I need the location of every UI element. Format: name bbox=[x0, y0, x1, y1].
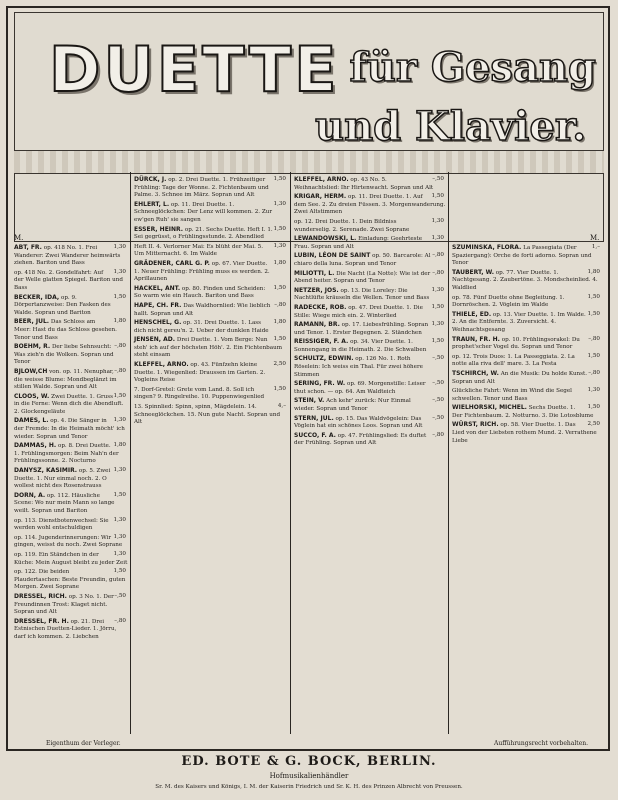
catalog-entry bbox=[14, 393, 128, 417]
column-rule-3 bbox=[448, 172, 449, 734]
entry-composer: LEWANDOWSKI, L. bbox=[294, 235, 357, 243]
column-rule-1 bbox=[130, 172, 131, 734]
catalog-entry bbox=[14, 534, 128, 550]
entry-description: op. 418 No. 2. Gondelfahrt: Auf der Welle glatten Spiegel. Bariton und Bass bbox=[14, 269, 123, 291]
entry-price: –,80 bbox=[114, 617, 126, 624]
catalog-column-1 bbox=[14, 244, 128, 643]
title-und-klavier: und Klavier. bbox=[315, 103, 587, 150]
entry-description: op. 4. Die Sänger in der Fremde: In die Heimath möcht' ich wieder. Sopran und Tenor bbox=[14, 418, 125, 440]
entry-description: op. 122. Die beiden Plaudertaschen: Beste Freundin, guten Morgen. Zwei Soprane bbox=[14, 569, 126, 591]
catalog-entry bbox=[452, 353, 602, 369]
entry-composer: DRESSEL, FR. H. bbox=[14, 617, 69, 625]
entry-price: 1,30 bbox=[113, 516, 126, 523]
entry-price: 1,50 bbox=[431, 193, 444, 200]
entry-description: op. 15. Das Waldvögelein: Das Vöglein hat ein schönes Loos. Sopran und Alt bbox=[294, 415, 423, 430]
entry-composer: LUBIN, LÉON DE SAINT bbox=[294, 252, 371, 260]
entry-composer: SCHULTZ, EDWIN. bbox=[294, 355, 354, 363]
entry-price: 1,50 bbox=[587, 293, 600, 300]
entry-composer: STERN, JUL. bbox=[294, 414, 334, 422]
entry-price: 1,30 bbox=[273, 242, 286, 249]
catalog-entry bbox=[452, 336, 602, 352]
entry-price: 1,– bbox=[591, 244, 600, 250]
catalog-entry bbox=[14, 517, 128, 533]
entry-composer: KRIGAR, HERM. bbox=[294, 193, 347, 201]
entry-description: op. 112. Häusliche Scene: Wo nur mein Mann so lange weilt. Sopran und Bariton bbox=[14, 492, 115, 514]
entry-price: 1,50 bbox=[273, 284, 286, 291]
catalog-entry bbox=[14, 442, 128, 466]
entry-composer: RAMANN, BR. bbox=[294, 321, 340, 329]
catalog-entry bbox=[452, 404, 602, 420]
entry-description: op. 78. Fünf Duette ohne Begleitung. 1. Dornröschen. 2. Vöglein im Walde bbox=[452, 294, 565, 309]
entry-description: op. 13. Vier Duette. 1. Im Walde. 2. An die Entfernte. 3. Zuversicht. 4. Weihnachtsgesang bbox=[452, 311, 586, 333]
catalog-entry bbox=[294, 218, 446, 234]
column-rule-2 bbox=[290, 172, 291, 734]
entry-composer: HENSCHEL, G. bbox=[134, 319, 182, 327]
title-duette: DUETTE bbox=[49, 33, 340, 106]
catalog-entry bbox=[14, 343, 128, 367]
entry-description: Ach kehr' zurück: Nur Einmal wieder. Sopran und Tenor bbox=[294, 398, 411, 413]
entry-description: Die Nacht (La Notte): Wie ist der Abend heiter. Sopran und Tenor bbox=[294, 270, 431, 285]
entry-description: op. 114. Jugenderinnerungen: Wir gingen, weisst du noch. Zwei Soprane bbox=[14, 534, 123, 549]
entry-description: op. 10. Frühlingsorakel: Du prophet'scher Vogel du. Sopran und Tenor bbox=[452, 336, 580, 351]
catalog-column-2 bbox=[134, 176, 288, 428]
entry-price: 1,50 bbox=[273, 225, 286, 232]
entry-price: –,80 bbox=[432, 269, 444, 276]
catalog-column-3 bbox=[294, 176, 446, 449]
entry-composer: HACKEL, ANT. bbox=[134, 284, 181, 292]
entry-price: 1,50 bbox=[587, 310, 600, 317]
catalog-entry bbox=[134, 386, 288, 402]
publisher-patronage: Sr. M. des Kaisers und Königs, I. M. der Kaiserin Friedrich und Sr. K. H. des Prinzen Albrecht von Preussen. bbox=[155, 784, 463, 790]
catalog-entry bbox=[134, 243, 288, 259]
entry-price: 2,50 bbox=[273, 361, 286, 368]
entry-composer: TAUBERT, W. bbox=[452, 268, 494, 276]
entry-price: 1,80 bbox=[273, 319, 286, 326]
entry-description: op. 9. Dörpertanzweise: Den Fasken des Walde. Sopran und Bariton bbox=[14, 294, 111, 316]
entry-description: op. 12. Trois Duos: 1. La Passeggiata. 2. La notte alla riva dell' mare. 3. La Festa bbox=[452, 353, 575, 368]
entry-price: 1,30 bbox=[113, 244, 126, 250]
entry-description: Der liebe Sehnsucht: Was zieh'n die Wolken. Sopran und Tenor bbox=[14, 344, 114, 366]
entry-composer: DANYSZ, KASIMIR. bbox=[14, 467, 78, 475]
entry-composer: DAMMAS, H. bbox=[14, 442, 57, 450]
catalog-entry bbox=[14, 318, 128, 342]
entry-composer: STEIN, V. bbox=[294, 397, 325, 405]
entry-price: –,80 bbox=[432, 431, 444, 438]
entry-price: 4,– bbox=[277, 403, 286, 410]
entry-price: 1,30 bbox=[113, 467, 126, 474]
entry-description: op. 11. Drei Duette. 1. Auf dem See. 2. Zu dreien Füssen. 3. Morgenwanderung. Zwei Altstimmen bbox=[294, 194, 446, 216]
entry-composer: GRÄDENER, CARL G. P. bbox=[134, 259, 210, 267]
ornament-band bbox=[14, 150, 604, 174]
catalog-entry bbox=[14, 492, 128, 516]
entry-description: op. 13. Die Loreley: Die Nachtlüfte kräuseln die Wellen. Tenor und Bass bbox=[294, 287, 430, 302]
entry-price: –,50 bbox=[432, 380, 444, 387]
entry-composer: DAMES, L. bbox=[14, 417, 49, 425]
entry-price: –,50 bbox=[432, 355, 444, 362]
catalog-entry bbox=[294, 415, 446, 431]
entry-description: 13. Spinnlied: Spinn, spinn, Mägdelein. 14. Schneeglöckchen. 15. Nun gute Nacht. Sopran und Alt bbox=[134, 404, 281, 426]
catalog-entry bbox=[452, 421, 602, 445]
entry-description: op. 2. Drei Duette. 1. Frühzeitiger Frühling: Tage der Wonne. 2. Fichtenbaum und Palme. 3. Schnee im März. Sopran und Alt bbox=[134, 177, 269, 199]
entry-composer: WÜRST, RICH. bbox=[452, 421, 499, 429]
entry-composer: DRESSEL, RICH. bbox=[14, 592, 67, 600]
entry-price: –,80 bbox=[114, 343, 126, 350]
entry-price: 1,80 bbox=[587, 268, 600, 275]
entry-description: op. 31. Drei Duette. 1. Lass dich nicht gereu'n. 2. Ueber der dunklen Haide bbox=[134, 320, 269, 334]
entry-description: op. 58. Vier Duette. 1. Das Lied von der Liebsten rothem Mund. 2. Verrathene Liebe bbox=[452, 422, 597, 444]
entry-price: 1,50 bbox=[113, 491, 126, 498]
entry-composer: ESSER, HEINR. bbox=[134, 225, 184, 233]
entry-price: 1,50 bbox=[113, 568, 126, 575]
entry-composer: KLEFFEL, ARNO. bbox=[294, 176, 349, 183]
catalog-entry bbox=[294, 176, 446, 192]
entry-description: op. 43 No. 5. Weihnachtslied: Ihr Hirtenwacht. Sopran und Alt bbox=[294, 177, 434, 191]
rights-note: Aufführungsrecht vorbehalten. bbox=[494, 740, 589, 747]
catalog-entry bbox=[134, 319, 288, 335]
entry-composer: THIELE, ED. bbox=[452, 310, 492, 318]
entry-description: op. 8. Drei Duette. 1. Frühlingsmorgen: Beim Nah'n der Frühlingssonne. 2. Nocturno bbox=[14, 443, 119, 465]
entry-price: 1,30 bbox=[587, 387, 600, 394]
entry-description: op. 17. Liebesfrühling. Sopran und Tenor. 1. Erster Begegnen. 2. Ständchen bbox=[294, 322, 429, 336]
entry-price: –,50 bbox=[432, 414, 444, 421]
catalog-entry bbox=[452, 370, 602, 386]
entry-composer: CLOOS, W. bbox=[14, 392, 50, 400]
catalog-entry bbox=[294, 304, 446, 320]
entry-description: op. 5. Zwei Duette. 1. Nur einmal noch. 2. O wollest nicht des Rosenstrauss bbox=[14, 468, 111, 490]
entry-composer: RADECKE, ROB. bbox=[294, 303, 347, 311]
entry-composer: SZUMINSKA, FLORA. bbox=[452, 244, 522, 251]
ownership-note: Eigenthum der Verleger. bbox=[46, 740, 121, 747]
entry-description: 7. Dorf-Gretel: Grete vom Land. 8. Soll ich singen? 9. Ringelreihe. 10. Puppenwiegenlied bbox=[134, 386, 265, 401]
title-fuer-gesang: für Gesang bbox=[349, 44, 596, 91]
catalog-entry bbox=[294, 338, 446, 354]
publisher-name: ED. BOTE & G. BOCK, BERLIN. bbox=[181, 754, 437, 769]
entry-composer: TRAUN, FR. H. bbox=[452, 335, 500, 343]
entry-price: 1,50 bbox=[587, 404, 600, 411]
catalog-entry bbox=[14, 551, 128, 567]
catalog-entry bbox=[134, 285, 288, 301]
entry-composer: BJLOW,CH bbox=[14, 367, 48, 375]
entry-composer: BEER, JUL. bbox=[14, 318, 50, 326]
entry-description: La Passegiata (Der Spaziergang): Orche de forti adorno. Sopran und Tenor bbox=[452, 245, 592, 267]
entry-composer: DORN, A. bbox=[14, 491, 46, 499]
catalog-entry bbox=[134, 361, 288, 385]
entry-price: –,80 bbox=[432, 252, 444, 259]
entry-description: op. 47. Drei Duette. 1. Die Stille: Wiege mich ein. 2. Winterlied bbox=[294, 304, 423, 319]
entry-price: 1,50 bbox=[431, 338, 444, 345]
entry-description: op. 80. Finden und Scheiden: So warm wie ein Hauch. Bariton und Bass bbox=[134, 285, 266, 300]
entry-description: Zwei Duette. 1. Gruss in die Ferne: Wenn dich die Abendluft. 2. Glockengeläute bbox=[14, 393, 124, 415]
catalog-entry bbox=[452, 387, 602, 403]
catalog-entry bbox=[14, 467, 128, 491]
catalog-entry bbox=[14, 368, 128, 392]
catalog-entry bbox=[294, 252, 446, 268]
entry-composer: SERING, FR. W. bbox=[294, 380, 346, 388]
entry-price: 1,80 bbox=[273, 259, 286, 266]
catalog-entry bbox=[134, 176, 288, 200]
entry-price: 2,50 bbox=[587, 421, 600, 428]
entry-description: op. 34. Vier Duette. 1. Sonnengang in die Heimath. 2. Die Schwalben bbox=[294, 339, 427, 353]
entry-composer: MILIOTTI, L. bbox=[294, 269, 335, 277]
entry-price: 1,50 bbox=[113, 392, 126, 399]
price-mark-right: M. bbox=[590, 234, 600, 242]
entry-composer: BECKER, IDA, bbox=[14, 293, 60, 301]
entry-price: 1,30 bbox=[113, 533, 126, 540]
entry-price: 1,30 bbox=[113, 417, 126, 424]
entry-price: –,50 bbox=[432, 397, 444, 404]
catalog-entry bbox=[14, 244, 128, 268]
entry-price: –,50 bbox=[114, 592, 126, 599]
entry-description: op. 126 No. 1. Roth Röselein: Ich weiss ein Thal. Für zwei höhere Stimmen bbox=[294, 356, 423, 378]
entry-description: op. 21. Sechs Duette. Heft I. 1. Sei gegrüsst, o Frühlingsstunde. 2. Abendlied bbox=[134, 226, 273, 241]
entry-price: 1,50 bbox=[113, 293, 126, 300]
entry-description: op. 43. Fünfzehn kleine Duette. 1. Wiegenlied: Draussen im Garten. 2. Vogleins Reise bbox=[134, 362, 266, 384]
catalog-entry bbox=[294, 397, 446, 413]
catalog-entry bbox=[134, 201, 288, 225]
entry-price: 1,30 bbox=[113, 268, 126, 275]
catalog-entry bbox=[14, 568, 128, 592]
entry-description: Sechs Duette. 1. Der Fichtenbaum. 2. Notturno. 3. Die Lotosblume bbox=[452, 405, 594, 419]
catalog-entry bbox=[452, 294, 602, 310]
entry-price: 1,50 bbox=[273, 176, 286, 182]
catalog-entry bbox=[294, 321, 446, 337]
entry-description: Heft II. 4. Verlorner Mai: Es blüht der Mai. 5. Um Mitternacht. 6. Im Walde bbox=[134, 243, 264, 258]
entry-description: op. 113. Dienstbotenwechsel: Sie werden wohl entschuldigen bbox=[14, 517, 109, 532]
entry-price: –,80 bbox=[588, 369, 600, 376]
entry-composer: TSCHIRCH, W. bbox=[452, 369, 499, 377]
catalog-entry bbox=[294, 380, 446, 396]
entry-composer: BOEHM, R. bbox=[14, 343, 51, 351]
entry-composer: WIELHORSKI, MICHEL. bbox=[452, 404, 527, 412]
entry-composer: EHLERT, L. bbox=[134, 200, 170, 208]
catalog-entry bbox=[134, 403, 288, 427]
entry-description: op. 418 No. 1. Frei Wanderer: Zwei Wanderer heimwärts ziehen. Bariton und Bass bbox=[14, 245, 121, 267]
entry-price: 1,80 bbox=[113, 318, 126, 325]
entry-description: op. 77. Vier Duette. 1. Nachtgesang. 2. Zaubertöne. 3. Mondscheinlied. 4. Waldlied bbox=[452, 269, 598, 291]
catalog-entry bbox=[294, 287, 446, 303]
catalog-entry bbox=[14, 294, 128, 318]
entry-price: –,80 bbox=[588, 335, 600, 342]
catalog-entry bbox=[134, 226, 288, 242]
entry-composer: KLEFFEL, ARNO. bbox=[134, 361, 189, 369]
entry-price: 1,30 bbox=[431, 286, 444, 293]
entry-description: Einladung: Geehrteste Frau. Sopran und Alt bbox=[294, 236, 423, 250]
entry-description: op. 67. Vier Duette. 1. Neuer Frühling: Frühling muss es werden. 2. Aprillaunen bbox=[134, 260, 270, 283]
catalog-entry bbox=[452, 311, 602, 335]
entry-description: op. 11. Drei Duette. 1. Schneeglöckchen: Der Lenz will kommen. 2. Zur ew'gen Ruh' sie sangen bbox=[134, 201, 273, 223]
entry-description: Drei Duette. 1. Vom Berge: Nun steh' ich auf der höchsten Höh'. 2. Ein Fichtenbaum steht einsam bbox=[134, 337, 282, 359]
catalog-entry bbox=[14, 269, 128, 293]
entry-price: 1,80 bbox=[113, 442, 126, 449]
price-mark-left: M. bbox=[14, 234, 24, 242]
entry-price: 1,30 bbox=[113, 550, 126, 557]
entry-description: op. 69. Morgenstille: Leiser thut schon. — op. 64. Am Waldteich bbox=[294, 381, 426, 395]
catalog-entry bbox=[294, 235, 446, 251]
title-line-1 bbox=[49, 33, 596, 106]
entry-price: –,80 bbox=[114, 367, 126, 374]
entry-composer: JENSEN, AD. bbox=[134, 336, 176, 344]
entry-composer: REISSIGER, F. A. bbox=[294, 338, 349, 346]
entry-price: –,50 bbox=[432, 176, 444, 182]
entry-description: op. 119. Ein Ständchen in der Küche: Mein August bleibt zu jeder Zeit bbox=[14, 551, 128, 566]
entry-composer: DÜRCK, J. bbox=[134, 176, 167, 183]
entry-description: op. 3 No. 1. Der Freundinnen Trost: Klaget nicht. Sopran und Alt bbox=[14, 593, 114, 616]
catalog-entry bbox=[294, 355, 446, 379]
catalog-column-4 bbox=[452, 244, 602, 446]
entry-description: Glückliche Fahrt: Wenn im Wind die Segel schwellen. Tenor und Bass bbox=[452, 388, 572, 402]
entry-price: 1,30 bbox=[273, 200, 286, 207]
entry-price: 1,30 bbox=[431, 321, 444, 328]
catalog-entry bbox=[134, 336, 288, 360]
catalog-entry bbox=[452, 269, 602, 293]
catalog-entry bbox=[134, 260, 288, 284]
entry-price: 1,50 bbox=[273, 385, 286, 392]
entry-price: 1,50 bbox=[431, 303, 444, 310]
entry-composer: HAPE, CH. FR. bbox=[134, 301, 182, 309]
entry-description: op. 12. Drei Duette. 1. Dein Bildniss wunderselig. 2. Serenade. Zwei Soprane bbox=[294, 218, 410, 233]
catalog-entry bbox=[14, 618, 128, 642]
catalog-entry bbox=[294, 270, 446, 286]
entry-price: 1,50 bbox=[273, 336, 286, 343]
entry-price: –,80 bbox=[274, 301, 286, 308]
publisher-title: Hofmusikalienhändler bbox=[269, 772, 349, 780]
entry-description: An die Musik: Du holde Kunst. Sopran und Alt bbox=[452, 370, 588, 385]
catalog-entry bbox=[452, 244, 602, 268]
entry-composer: NETZER, JOS. bbox=[294, 286, 339, 294]
entry-composer: SUCCO, F. A. bbox=[294, 431, 336, 439]
entry-description: Das Waldhornlied: Wie lieblich hallt. Sopran und Alt bbox=[134, 302, 271, 317]
catalog-entry bbox=[294, 432, 446, 448]
catalog-entry bbox=[14, 593, 128, 617]
entry-description: op. 47. Frühlingslied: Es duftet der Frühling. Sopran und Alt bbox=[294, 432, 427, 447]
catalog-entry bbox=[294, 193, 446, 217]
entry-description: Das Schloss am Meer: Hast du das Schloss gesehen. Tenor und Bass bbox=[14, 319, 117, 341]
entry-composer: ABT, FR. bbox=[14, 244, 42, 251]
entry-description: op. 21. Drei Estnischen Duetten-Lieder. 1. Jörru, darf ich kommen. 2. Liebchen bbox=[14, 618, 117, 640]
entry-price: 1,30 bbox=[431, 235, 444, 242]
entry-description: op. 50. Barcarole: Al chiaro della luna. Sopran und Tenor bbox=[294, 253, 431, 267]
entry-description: von. op. 11. Nenuphar, die weisse Blume: Mondbeglänzt im stillen Walde. Sopran und Alt bbox=[14, 368, 117, 391]
catalog-entry bbox=[134, 302, 288, 318]
entry-price: 1,50 bbox=[587, 352, 600, 359]
entry-price: 1,30 bbox=[431, 217, 444, 224]
catalog-entry bbox=[14, 417, 128, 441]
